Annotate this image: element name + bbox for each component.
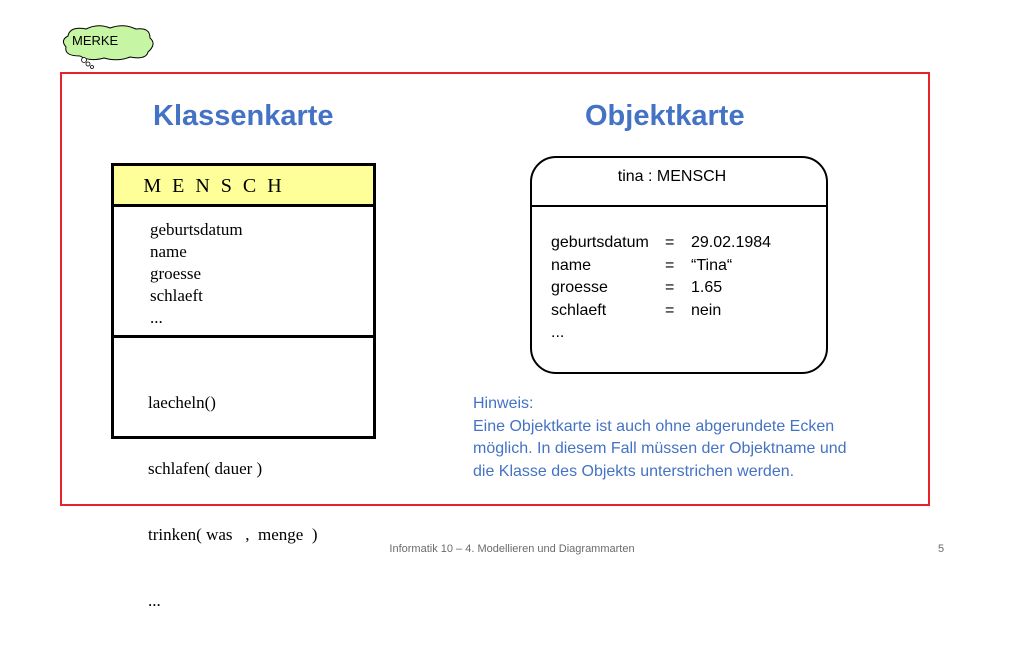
- hint-line: möglich. In diesem Fall müssen der Objektname und: [473, 440, 847, 457]
- class-method: ...: [148, 591, 161, 610]
- objektkarte-heading: Objektkarte: [585, 100, 745, 132]
- object-attribute-row: [551, 255, 771, 278]
- object-attribute-value: “Tina“: [691, 256, 733, 274]
- object-attribute-eq: =: [665, 234, 675, 251]
- object-attribute-list: [551, 232, 771, 345]
- page-number: 5: [938, 543, 945, 555]
- class-method-list: [148, 348, 317, 656]
- hint-line: die Klasse des Objekts unterstrichen werden.: [473, 462, 795, 480]
- class-name: M E N S C H: [143, 175, 285, 197]
- object-attribute-row: [551, 277, 771, 300]
- object-attribute-eq: =: [665, 301, 675, 319]
- class-attribute: schlaeft: [150, 286, 203, 305]
- merke-label: MERKE: [72, 33, 119, 48]
- klassenkarte-heading: Klassenkarte: [153, 100, 334, 132]
- class-attribute: geburtsdatum: [150, 220, 243, 239]
- object-attribute-eq: =: [665, 256, 675, 274]
- object-title: tina : MENSCH: [617, 168, 727, 185]
- hint-title: Hinweis:: [473, 395, 534, 412]
- object-attribute-name: groesse: [551, 279, 608, 296]
- object-attribute-value: nein: [691, 301, 722, 319]
- footer-text: Informatik 10 – 4. Modellieren und Diagrammarten: [389, 543, 635, 555]
- class-card: [111, 163, 376, 610]
- class-name-box: [114, 166, 373, 207]
- object-attribute-name: geburtsdatum: [551, 234, 649, 251]
- class-method: laecheln(): [148, 393, 216, 412]
- object-divider: [532, 205, 826, 207]
- object-attribute-row: [551, 300, 771, 323]
- object-attribute-name: name: [551, 256, 592, 274]
- class-attribute: groesse: [150, 264, 201, 283]
- object-attribute-ellipsis: ...: [551, 324, 565, 341]
- class-attribute-list: [150, 219, 243, 329]
- class-attribute: name: [150, 242, 187, 261]
- object-attribute-row: [551, 232, 771, 255]
- class-method: trinken( was , menge ): [148, 525, 318, 544]
- class-method: schlafen( dauer ): [148, 459, 263, 478]
- object-attribute-name: schlaeft: [551, 301, 607, 319]
- class-attribute: ...: [150, 308, 163, 327]
- hint-line: Eine Objektkarte ist auch ohne abgerundete Ecken: [473, 417, 835, 435]
- object-attribute-eq: =: [665, 279, 675, 296]
- hint-text: [473, 393, 913, 483]
- object-attribute-value: 29.02.1984: [691, 234, 772, 251]
- object-attribute-value: 1.65: [691, 279, 723, 296]
- object-card: [530, 156, 828, 374]
